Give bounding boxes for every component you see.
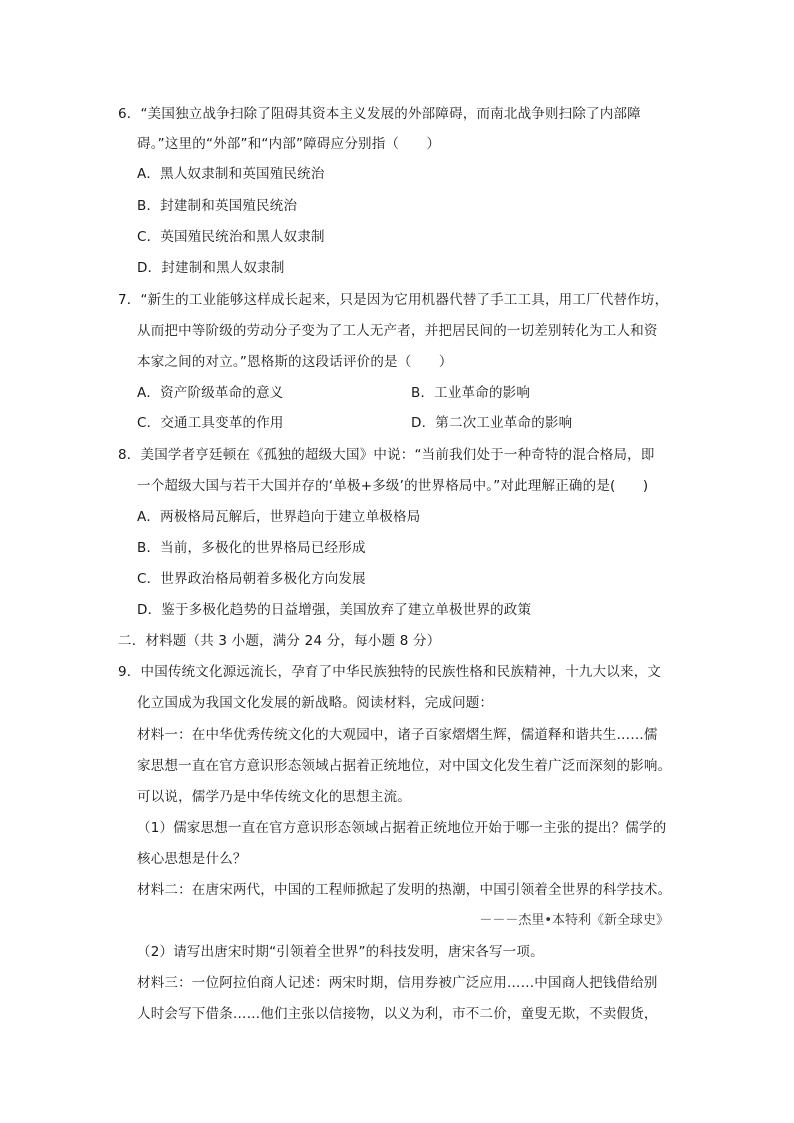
q7-stem-line3: 本家之间的对立。”恩格斯的这段话评价的是（ ） bbox=[137, 354, 453, 370]
q9-sub1-line2: 核心思想是什么？ bbox=[137, 851, 247, 867]
q7-option-b: B．工业革命的影响 bbox=[411, 385, 531, 401]
q9-stem-line2: 化立国成为我国文化发展的新战略。阅读材料，完成问题： bbox=[137, 695, 494, 711]
q7-stem-line2: 从而把中等阶级的劳动分子变为了工人无产者，并把居民间的一切差别转化为工人和资 bbox=[137, 323, 658, 339]
q8-stem-line2: 一个超级大国与若干大国并存的‘单极+多级’的世界格局中。”对此理解正确的是( ) bbox=[137, 478, 649, 494]
q9-material3-line2: 人时会写下借条……他们主张以信接物，以义为利，市不二价，童叟无欺，不卖假货， bbox=[137, 1006, 658, 1022]
q6-stem-line2: 碍。”这里的“外部”和“内部”障碍应分别指（ ） bbox=[137, 136, 441, 152]
section-heading: 二．材料题（共 3 小题，满分 24 分，每小题 8 分） bbox=[118, 633, 441, 649]
q9-stem-line1: 9．中国传统文化源远流长，孕育了中华民族独特的民族性格和民族精神，十九大以来，文 bbox=[118, 664, 662, 680]
q7-option-d: D．第二次工业革命的影响 bbox=[411, 415, 573, 431]
q9-material2-line1: 材料二：在唐宋两代，中国的工程师掀起了发明的热潮，中国引领着全世界的科学技术。 bbox=[137, 882, 672, 898]
q8-stem-line1: 8．美国学者亨廷顿在《孤独的超级大国》中说：“当前我们处于一种奇特的混合格局，即 bbox=[118, 447, 655, 463]
q9-material1-line2: 家思想一直在官方意识形态领域占据着正统地位，对中国文化发生着广泛而深刻的影响。 bbox=[137, 758, 672, 774]
q9-material3-line1: 材料三：一位阿拉伯商人记述：两宋时期，信用券被广泛应用……中国商人把钱借给别 bbox=[137, 975, 658, 991]
q7-option-a: A．资产阶级革命的意义 bbox=[137, 385, 284, 401]
q9-sub2-line1: （2）请写出唐宋时期“引领着全世界”的科技发明，唐宋各写一项。 bbox=[137, 944, 544, 960]
q6-option-d: D．封建制和黑人奴隶制 bbox=[137, 260, 285, 276]
q9-material1-line3: 可以说，儒学乃是中华传统文化的思想主流。 bbox=[137, 789, 411, 805]
q6-option-b: B．封建制和英国殖民统治 bbox=[137, 198, 298, 214]
q6-stem-line1: 6．“美国独立战争扫除了阻碍其资本主义发展的外部障碍，而南北战争则扫除了内部障 bbox=[118, 106, 641, 122]
q7-option-c: C．交通工具变革的作用 bbox=[137, 415, 284, 431]
q7-stem-line1: 7．“新生的工业能够这样成长起来，只是因为它用机器代替了手工工具，用工厂代替作坊， bbox=[118, 292, 669, 308]
q9-material1-line1: 材料一：在中华优秀传统文化的大观园中，诸子百家熠熠生辉，儒道释和谐共生……儒 bbox=[137, 727, 658, 743]
q8-option-c: C．世界政治格局朝着多极化方向发展 bbox=[137, 571, 366, 587]
q9-material2-source: －－－杰里•本特利《新全球史》 bbox=[479, 913, 669, 928]
q8-option-a: A．两极格局瓦解后，世界趋向于建立单极格局 bbox=[137, 509, 421, 525]
q8-option-d: D．鉴于多极化趋势的日益增强，美国放弃了建立单极世界的政策 bbox=[137, 602, 532, 618]
q9-sub1-line1: （1）儒家思想一直在官方意识形态领域占据着正统地位开始于哪一主张的提出？儒学的 bbox=[137, 820, 667, 836]
q6-option-c: C．英国殖民统治和黑人奴隶制 bbox=[137, 229, 325, 245]
q6-option-a: A．黑人奴隶制和英国殖民统治 bbox=[137, 166, 325, 182]
q8-option-b: B．当前，多极化的世界格局已经形成 bbox=[137, 540, 366, 556]
